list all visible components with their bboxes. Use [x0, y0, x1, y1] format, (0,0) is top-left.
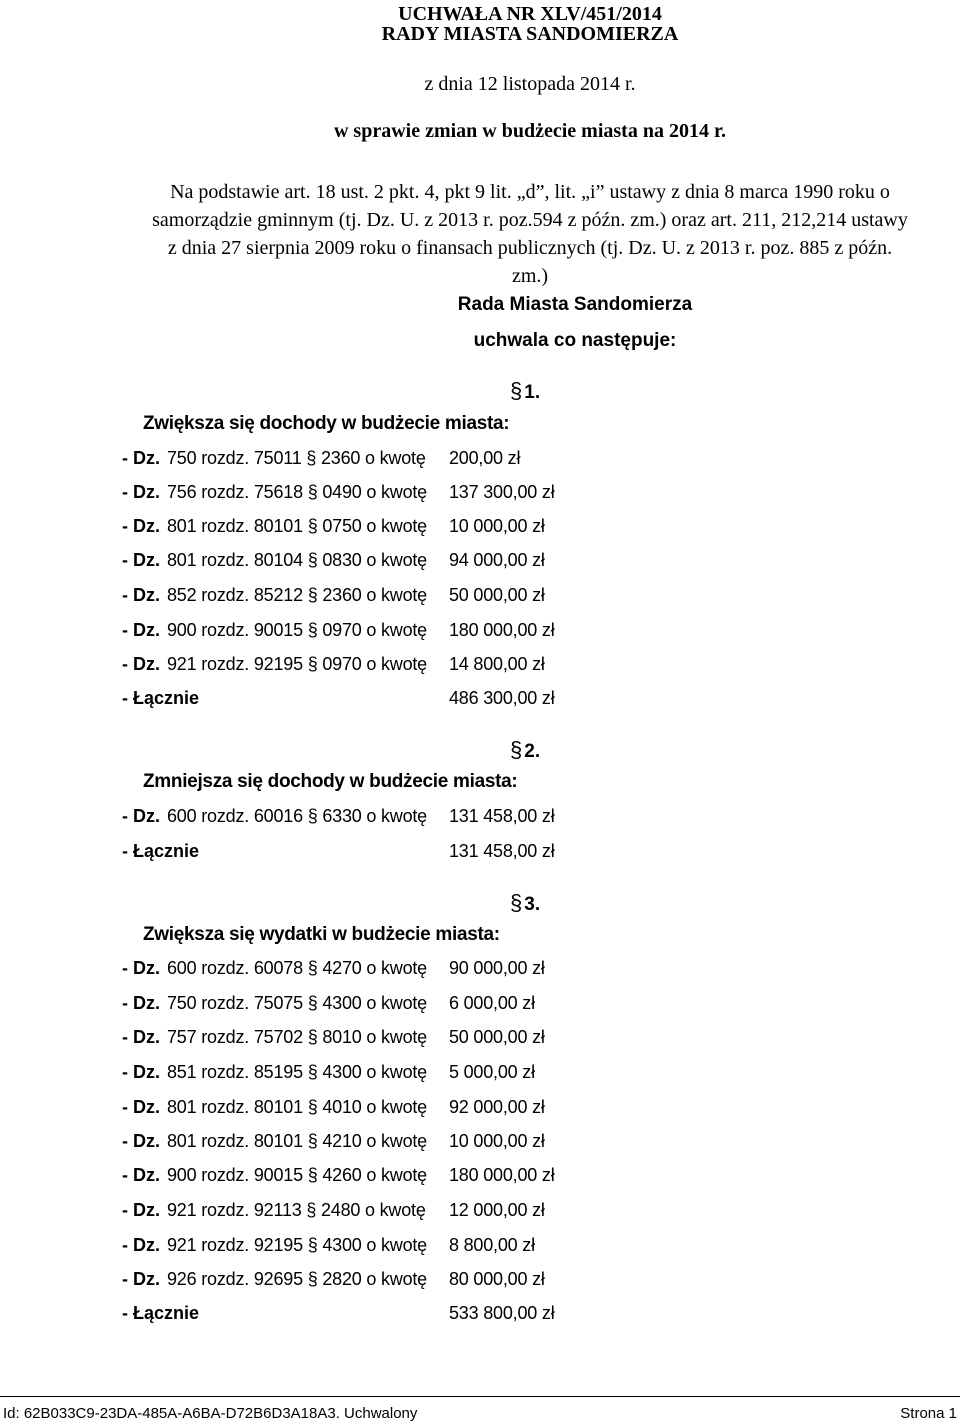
footer-divider — [0, 1396, 960, 1397]
section-sign-icon: § — [510, 737, 523, 762]
page-footer — [0, 1396, 960, 1424]
table-row: - Dz. 600 rozdz. 60016 § 6330 o kwotę 131 458,00 zł — [122, 806, 555, 826]
table-row: - Dz. 900 rozdz. 90015 § 4260 o kwotę 180 000,00 zł — [122, 1165, 555, 1185]
table-row: - Dz. 921 rozdz. 92195 § 4300 o kwotę 8 800,00 zł — [122, 1235, 535, 1255]
section-sign-icon: § — [510, 378, 523, 403]
section-2-heading: Zmniejsza się dochody w budżecie miasta: — [143, 771, 518, 792]
table-row: - Dz. 801 rozdz. 80101 § 0750 o kwotę 10 000,00 zł — [122, 516, 545, 536]
resolves-statement: uchwala co następuje: — [473, 330, 677, 351]
table-row: - Dz. 851 rozdz. 85195 § 4300 o kwotę 5 000,00 zł — [122, 1062, 535, 1082]
document-id: Id: 62B033C9-23DA-485A-A6BA-D72B6D3A18A3. Uchwalony — [3, 1405, 418, 1422]
section-2-number: § 2. — [510, 737, 541, 762]
page-number: Strona 1 — [900, 1405, 957, 1422]
table-row: - Dz. 801 rozdz. 80104 § 0830 o kwotę 94 000,00 zł — [122, 550, 545, 570]
total-row: - Łącznie 533 800,00 zł — [122, 1303, 555, 1323]
table-row: - Dz. 756 rozdz. 75618 § 0490 o kwotę 137 300,00 zł — [122, 482, 555, 502]
table-row: - Dz. 900 rozdz. 90015 § 0970 o kwotę 180 000,00 zł — [122, 620, 555, 640]
table-row: - Dz. 852 rozdz. 85212 § 2360 o kwotę 50 000,00 zł — [122, 585, 545, 605]
section-3-number: § 3. — [510, 890, 541, 915]
council-name: Rada Miasta Sandomierza — [457, 294, 693, 315]
table-row: - Dz. 750 rozdz. 75075 § 4300 o kwotę 6 000,00 zł — [122, 993, 535, 1013]
legal-basis-paragraph: Na podstawie art. 18 ust. 2 pkt. 4, pkt 9 lit. „d”, lit. „i” ustawy z dnia 8 marca 1990 roku o samorządzie gminnym (tj. Dz. U. z 2013 r. poz.594 z późn. zm.) oraz art. 211, 212,214 ustawy z dnia 27 sierpnia 2009 roku o finansach publicznych (tj. Dz. U. z 2013 r. poz. 885 z późn. zm.) — [152, 181, 908, 287]
table-row: - Dz. 921 rozdz. 92195 § 0970 o kwotę 14 800,00 zł — [122, 654, 545, 674]
resolution-title: UCHWAŁA NR XLV/451/2014 — [398, 3, 662, 25]
table-row: - Dz. 600 rozdz. 60078 § 4270 o kwotę 90 000,00 zł — [122, 958, 545, 978]
section-1-number: § 1. — [510, 378, 541, 403]
section-1-heading: Zwiększa się dochody w budżecie miasta: — [143, 413, 510, 434]
resolution-date: z dnia 12 listopada 2014 r. — [424, 73, 636, 95]
table-row: - Dz. 801 rozdz. 80101 § 4210 o kwotę 10 000,00 zł — [122, 1131, 545, 1151]
table-row: - Dz. 921 rozdz. 92113 § 2480 o kwotę 12 000,00 zł — [122, 1200, 545, 1220]
table-row: - Dz. 926 rozdz. 92695 § 2820 o kwotę 80 000,00 zł — [122, 1269, 545, 1289]
total-row: - Łącznie 486 300,00 zł — [122, 688, 555, 708]
section-sign-icon: § — [510, 890, 523, 915]
resolution-subject: w sprawie zmian w budżecie miasta na 2014 r. — [333, 120, 727, 142]
section-3-heading: Zwiększa się wydatki w budżecie miasta: — [143, 924, 500, 945]
table-row: - Dz. 757 rozdz. 75702 § 8010 o kwotę 50 000,00 zł — [122, 1027, 545, 1047]
council-title: RADY MIASTA SANDOMIERZA — [381, 23, 679, 45]
table-row: - Dz. 750 rozdz. 75011 § 2360 o kwotę 200,00 zł — [122, 448, 521, 468]
table-row: - Dz. 801 rozdz. 80101 § 4010 o kwotę 92 000,00 zł — [122, 1097, 545, 1117]
total-row: - Łącznie 131 458,00 zł — [122, 841, 555, 861]
